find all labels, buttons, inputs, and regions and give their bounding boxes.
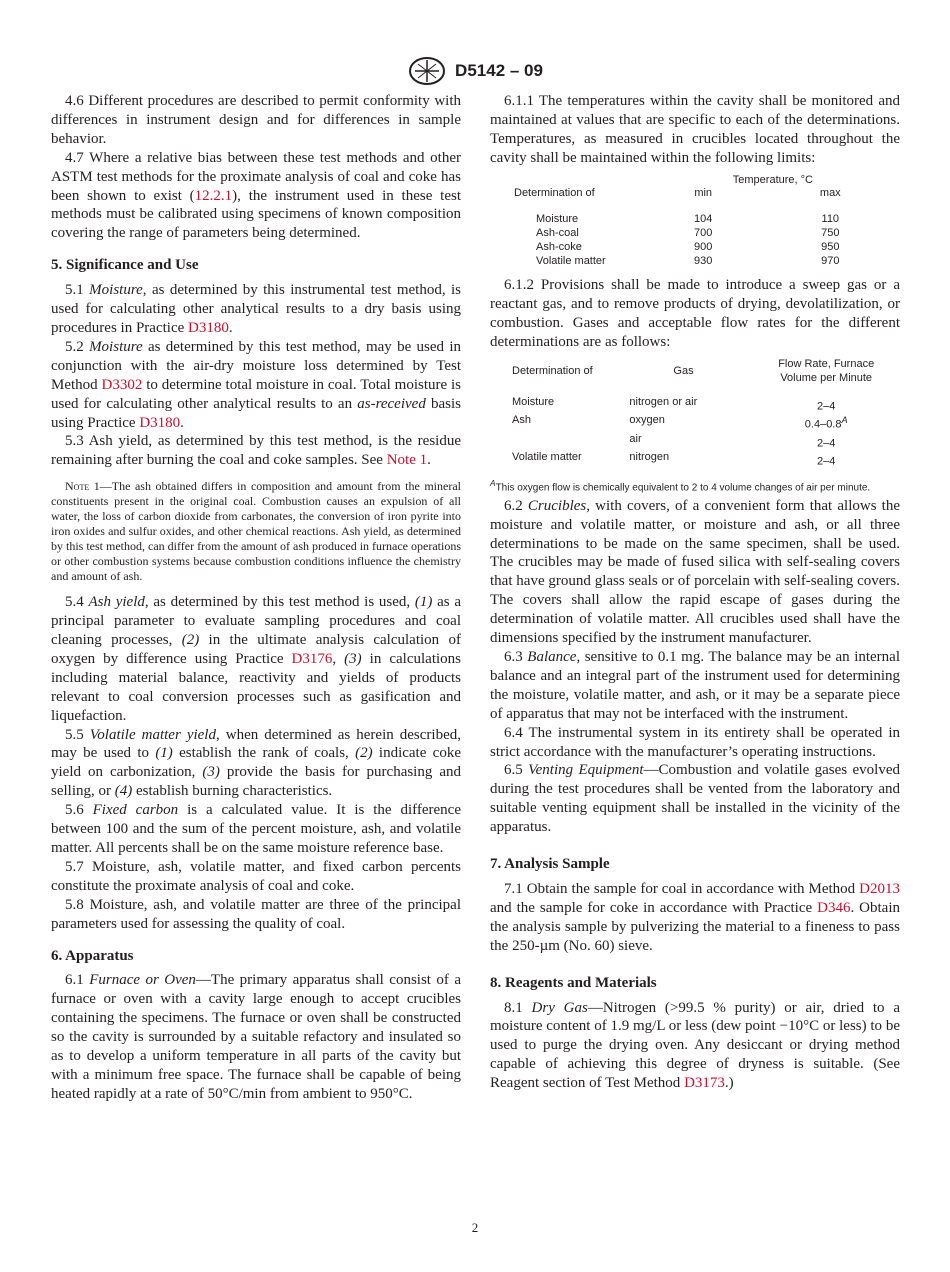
link-d3173[interactable]: D3173: [684, 1075, 725, 1092]
flow-col-gas: Gas: [673, 364, 694, 377]
para-5-6: 5.6 Fixed carbon is a calculated value. It is the difference between 100 and the sum of the percent moisture, ash, and volatile matter. All percents shall be on the same moisture reference base.: [51, 802, 461, 856]
para-6-1-2: 6.1.2 Provisions shall be made to introduce a sweep gas or a reactant gas, and to remove products of drying, devolatilization, or combustion. Gases and acceptable flow rates for the different determinations are as follows:: [490, 277, 900, 351]
section-5-heading: 5. Significance and Use: [51, 257, 199, 274]
para-5-4: 5.4 Ash yield, as determined by this test method is used, (1) as a principal parameter to evaluate sampling procedures and coal cleaning processes, (2) in the ultimate analysis calculation of oxygen by difference using Practice D3176, (3) in calculations including material balance, reactivity and yields of products relevant to coal conversion processes such as gasification and liquefaction.: [51, 594, 462, 724]
temp-col-min: min: [694, 187, 713, 200]
table-row: Volatile matter 930 970: [536, 254, 840, 267]
temp-col-max: max: [819, 187, 841, 200]
temp-group-header: Temperature, °C: [732, 173, 813, 186]
temperature-table: [490, 174, 900, 269]
para-6-1-1: 6.1.1 The temperatures within the cavity shall be monitored and maintained at values that are specific to each of the determinations. Temperatures, as measured in crucibles located throughout the cavity shall be maintained within the following limits:: [490, 93, 900, 166]
link-d3180[interactable]: D3180: [188, 319, 229, 336]
section-7-heading: 7. Analysis Sample: [490, 856, 610, 873]
para-6-4: 6.4 The instrumental system in its entirety shall be operated in strict accordance with the manufacturer’s operating instructions.: [490, 724, 900, 760]
link-d2013[interactable]: D2013: [859, 880, 900, 897]
link-d3180[interactable]: D3180: [139, 414, 181, 431]
para-7-1: 7.1 Obtain the sample for coal in accordance with Method D2013 and the sample for coke in accordance with Practice D346. Obtain the analysis sample by pulverizing the material to a fineness to pass the 250-µm (No. 60) sieve.: [490, 880, 901, 954]
table-row: Ash-coal 700 750: [536, 227, 840, 240]
table-row: Volatile matter nitrogen 2–4: [512, 450, 836, 468]
page-header: [0, 56, 950, 86]
para-5-7: 5.7 Moisture, ash, volatile matter, and fixed carbon percents constitute the proximate analysis of coal and coke.: [51, 858, 461, 894]
table-row: Moisture nitrogen or air 2–4: [512, 395, 836, 413]
page-number: 2: [471, 1220, 479, 1235]
flow-col-rate: Flow Rate, Furnace Volume per Minute: [778, 358, 875, 384]
link-d346[interactable]: D346: [817, 899, 851, 916]
para-5-2: 5.2 Moisture as determined by this test method, may be used in conjunction with the air-dry moisture loss determined by Test Method D3302 to determine total moisture in coal. Total moisture is used for calculating other analytical results to an as-received basis using Practice D3180.: [51, 338, 462, 431]
para-6-2: 6.2 Crucibles, with covers, of a convenient form that allows the moisture and volatile matter, or moisture and ash, or all three determinations to be made on the same specimen, shall be used. The crucibles may be made of fused silica with self-sealing covers that have ground glass seals or of porcelain with self-sealing covers. The covers shall allow the rapid escape of gases during the determination of volatile matter. All crucibles used shall have the dimensions specified by the instrument manufacturer.: [490, 497, 901, 647]
link-d3176[interactable]: D3176: [291, 650, 333, 667]
left-column: [51, 92, 461, 1104]
note-1: Note 1—The ash obtained differs in composition and amount from the mineral constituents present in the original coal. Combustion causes an expulsion of all water, the loss of carbon dioxide from carbonates, the conversion of iron pyrite into iron oxides and sulfur oxides, and other chemical reactions. Ash yield, as determined by this test method, can differ from the amount of ash produced in furnace operations or other combustion systems because combustion conditions influence the chemistry and amount of ash.: [51, 479, 461, 584]
table-row: Ash-coke 900 950: [536, 240, 840, 253]
para-5-8: 5.8 Moisture, ash, and volatile matter are three of the principal parameters used for assessing the quality of coal.: [51, 896, 461, 932]
link-note-1[interactable]: Note 1: [386, 452, 428, 469]
flow-col-det: Determination of: [512, 364, 593, 377]
astm-logo-icon: [407, 56, 447, 86]
flow-rate-table: [490, 358, 900, 469]
table-row: Ash oxygen $0.4-0.8^A$: [512, 414, 848, 431]
section-8-heading: 8. Reagents and Materials: [490, 974, 657, 991]
document-id: D5142 – 09: [455, 61, 543, 80]
section-6-heading: 6. Apparatus: [51, 947, 134, 964]
para-4-7: 4.7 Where a relative bias between these test methods and other ASTM test methods for the proximate analysis of coal and coke has been shown to exist (12.2.1), the instrument used in these test methods must be calibrated using specimens of known composition covering the range of parameters being determined.: [51, 149, 461, 242]
para-6-5: 6.5 Venting Equipment—Combustion and volatile gases evolved during the test procedures shall be vented from the laboratory and suitable venting equipment shall be installed in the vicinity of the apparatus.: [490, 762, 901, 836]
para-5-5: 5.5 Volatile matter yield, when determined as herein described, may be used to (1) establish the rank of coals, (2) indicate coke yield on carbonization, (3) provide the basis for purchasing and selling, or (4) establish burning characteristics.: [51, 726, 462, 800]
temp-col-det: Determination of: [514, 187, 595, 200]
para-4-6: 4.6 Different procedures are described to permit conformity with differences in instrument design and for differences in sample behavior.: [51, 93, 461, 147]
right-column: [490, 92, 900, 1093]
para-6-3: 6.3 Balance, sensitive to 0.1 mg. The balance may be an internal balance and an integral part of the instrument used for determining the moisture, volatile matter, and ash, or it may be a separate piece of apparatus that may not be interfaced with the instrument.: [490, 649, 901, 722]
link-12-2-1[interactable]: 12.2.1: [194, 187, 233, 204]
flow-footnote: $^A$This oxygen flow is chemically equivalent to 2 to 4 volume changes of air per minute.: [490, 478, 871, 494]
table-row: air 2–4: [629, 432, 836, 450]
table-row: Moisture 104 110: [536, 213, 840, 226]
para-8-1: 8.1 Dry Gas—Nitrogen (>99.5 % purity) or air, dried to a moisture content of 1.9 mg/L or less (dew point −10°C or less) to be used to purge the drying oven. Any desiccant or drying method capable of achieving this degree of dryness is suitable. (See Reagent section of Test Method D3173.): [490, 999, 900, 1092]
para-5-1: 5.1 Moisture, as determined by this instrumental test method, is used for calculating other analytical results to a dry basis using procedures in Practice D3180.: [51, 282, 462, 336]
para-5-3: 5.3 Ash yield, as determined by this test method, is the residue remaining after burning the coal and coke samples. See Note 1.: [51, 433, 461, 469]
link-d3302[interactable]: D3302: [101, 376, 143, 393]
para-6-1: 6.1 Furnace or Oven—The primary apparatus shall consist of a furnace or oven with a cavity large enough to accept crucibles containing the specimens. The furnace or oven shall be constructed so the cavity is surrounded by a suitable refactory and insulated so as to develop a uniform temperature in all parts of the cavity but with a minimum free space. The furnace shall be capable of being heated rapidly at a rate of 50°C/min from ambient to 950°C.: [51, 972, 461, 1102]
